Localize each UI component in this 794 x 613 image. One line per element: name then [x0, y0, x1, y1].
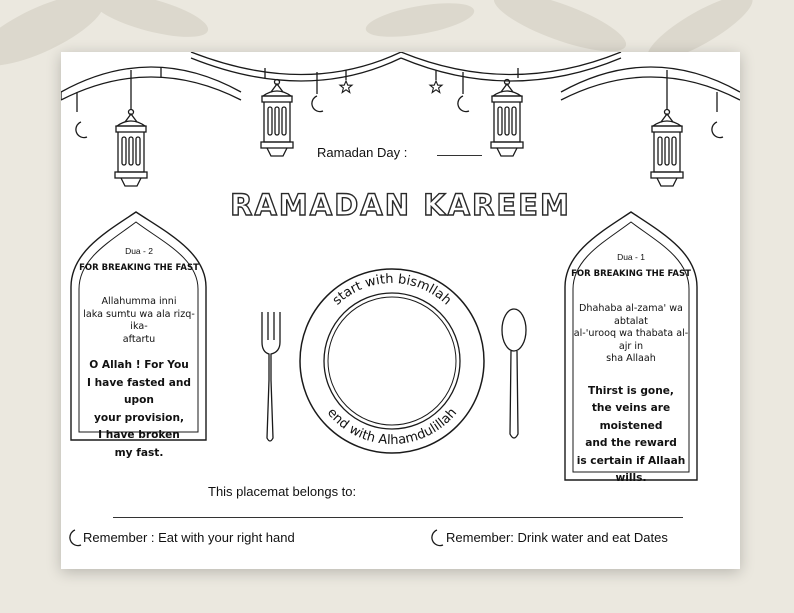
dua-transliteration: Allahumma inni laka sumtu wa ala rizq-ika- aftartu: [83, 296, 195, 345]
page-title: RAMADAN KAREEM: [230, 188, 571, 222]
placemat-sheet: [61, 52, 740, 569]
right-dua-panel: [569, 252, 693, 488]
crescent-moon-icon: [432, 530, 443, 546]
dua-meaning: Thirst is gone, the veins are moistened and the reward is certain if Allaah wills.: [576, 384, 686, 484]
dua-label: Dua - 1: [617, 252, 645, 262]
plate-icon: [300, 269, 484, 453]
lantern-icon: [491, 80, 523, 157]
remember-left-text: Remember : Eat with your right hand: [83, 530, 295, 545]
crescent-moon-icon: [458, 96, 469, 112]
garland-decoration: [61, 52, 740, 112]
dua-heading: FOR BREAKING THE FAST: [571, 269, 691, 279]
crescent-moon-icon: [76, 122, 87, 138]
left-dua-panel: [75, 246, 203, 462]
star-icon: [430, 81, 442, 93]
belongs-to-field[interactable]: [113, 517, 683, 518]
dua-transliteration: Dhahaba al-zama' wa abtalat al-'urooq wa thabata al-ajr in sha Allaah: [573, 303, 689, 364]
plate-top-text: start with bismllah: [329, 271, 455, 309]
ramadan-day-field[interactable]: [437, 155, 482, 156]
star-icon: [340, 81, 352, 93]
dua-meaning: O Allah ! For You I have fasted and upon your provision, I have broken my fast.: [87, 359, 191, 459]
dua-label: Dua - 2: [125, 246, 153, 256]
dua-heading: FOR BREAKING THE FAST: [79, 263, 199, 273]
remember-right-text: Remember: Drink water and eat Dates: [446, 530, 668, 545]
crescent-moon-icon: [312, 96, 323, 112]
crescent-moon-icon: [712, 122, 723, 138]
lantern-icon: [115, 110, 147, 187]
ramadan-day-label: Ramadan Day :: [317, 145, 408, 160]
lantern-icon: [261, 80, 293, 157]
fork-icon: [262, 312, 280, 441]
plate-bottom-text: end with Alhamdulillah: [323, 405, 461, 449]
belongs-to-label: This placemat belongs to:: [208, 484, 357, 499]
lantern-icon: [651, 110, 683, 187]
crescent-moon-icon: [70, 530, 81, 546]
spoon-icon: [502, 309, 526, 438]
